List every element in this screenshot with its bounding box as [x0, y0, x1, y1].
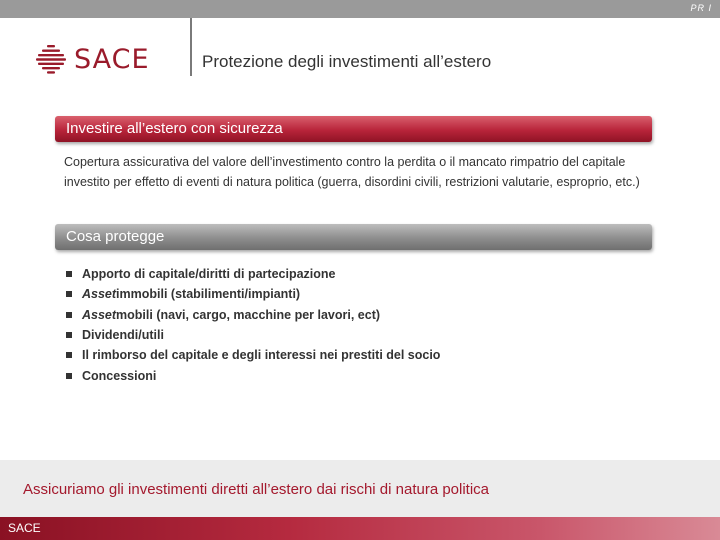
page-title: Protezione degli investimenti all’estero [202, 52, 492, 71]
item-text: immobili (stabilimenti/impianti) [116, 287, 301, 302]
list-item [66, 264, 440, 284]
section-bar-coverage [55, 224, 652, 250]
list-item [66, 284, 440, 304]
item-emphasis: Asset [82, 307, 117, 322]
list-item [66, 305, 440, 325]
square-bullet-icon [66, 312, 72, 318]
header-divider [190, 18, 192, 76]
sace-logo-icon [36, 44, 66, 74]
item-text: mobili (navi, cargo, macchine per lavori, ect) [116, 307, 381, 322]
corner-label: PR I [690, 3, 712, 13]
coverage-list [66, 264, 440, 386]
top-strip [0, 0, 720, 18]
section-title-coverage: Cosa protegge [66, 228, 165, 245]
section-title-primary: Investire all’estero con sicurezza [66, 120, 283, 137]
list-item [66, 345, 440, 365]
bottom-brand-label: SACE [8, 521, 41, 535]
footer-tagline: Assicuriamo gli investimenti diretti all’estero dai rischi di natura politica [23, 481, 490, 498]
bottom-brand-bar [0, 517, 720, 540]
item-text: Il rimborso del capitale e degli interessi nei prestiti del socio [82, 348, 441, 363]
item-text: Dividendi/utili [82, 328, 164, 343]
item-emphasis: Asset [82, 287, 117, 302]
logo-text: SACE [74, 43, 150, 75]
square-bullet-icon [66, 291, 72, 297]
square-bullet-icon [66, 373, 72, 379]
list-item [66, 325, 440, 345]
list-item [66, 365, 440, 385]
section-bar-primary [55, 116, 652, 142]
square-bullet-icon [66, 352, 72, 358]
item-text: Apporto di capitale/diritti di partecipazione [82, 267, 336, 282]
square-bullet-icon [66, 271, 72, 277]
item-text: Concessioni [82, 368, 157, 383]
footer-band [0, 460, 720, 517]
square-bullet-icon [66, 332, 72, 338]
sace-logo [36, 42, 150, 76]
section-description: Copertura assicurativa del valore dell’investimento contro la perdita o il mancato rimpatrio del capitale investito per effetto di eventi di natura politica (guerra, disordini civili, restrizioni valutarie, esproprio, etc.) [64, 155, 640, 189]
